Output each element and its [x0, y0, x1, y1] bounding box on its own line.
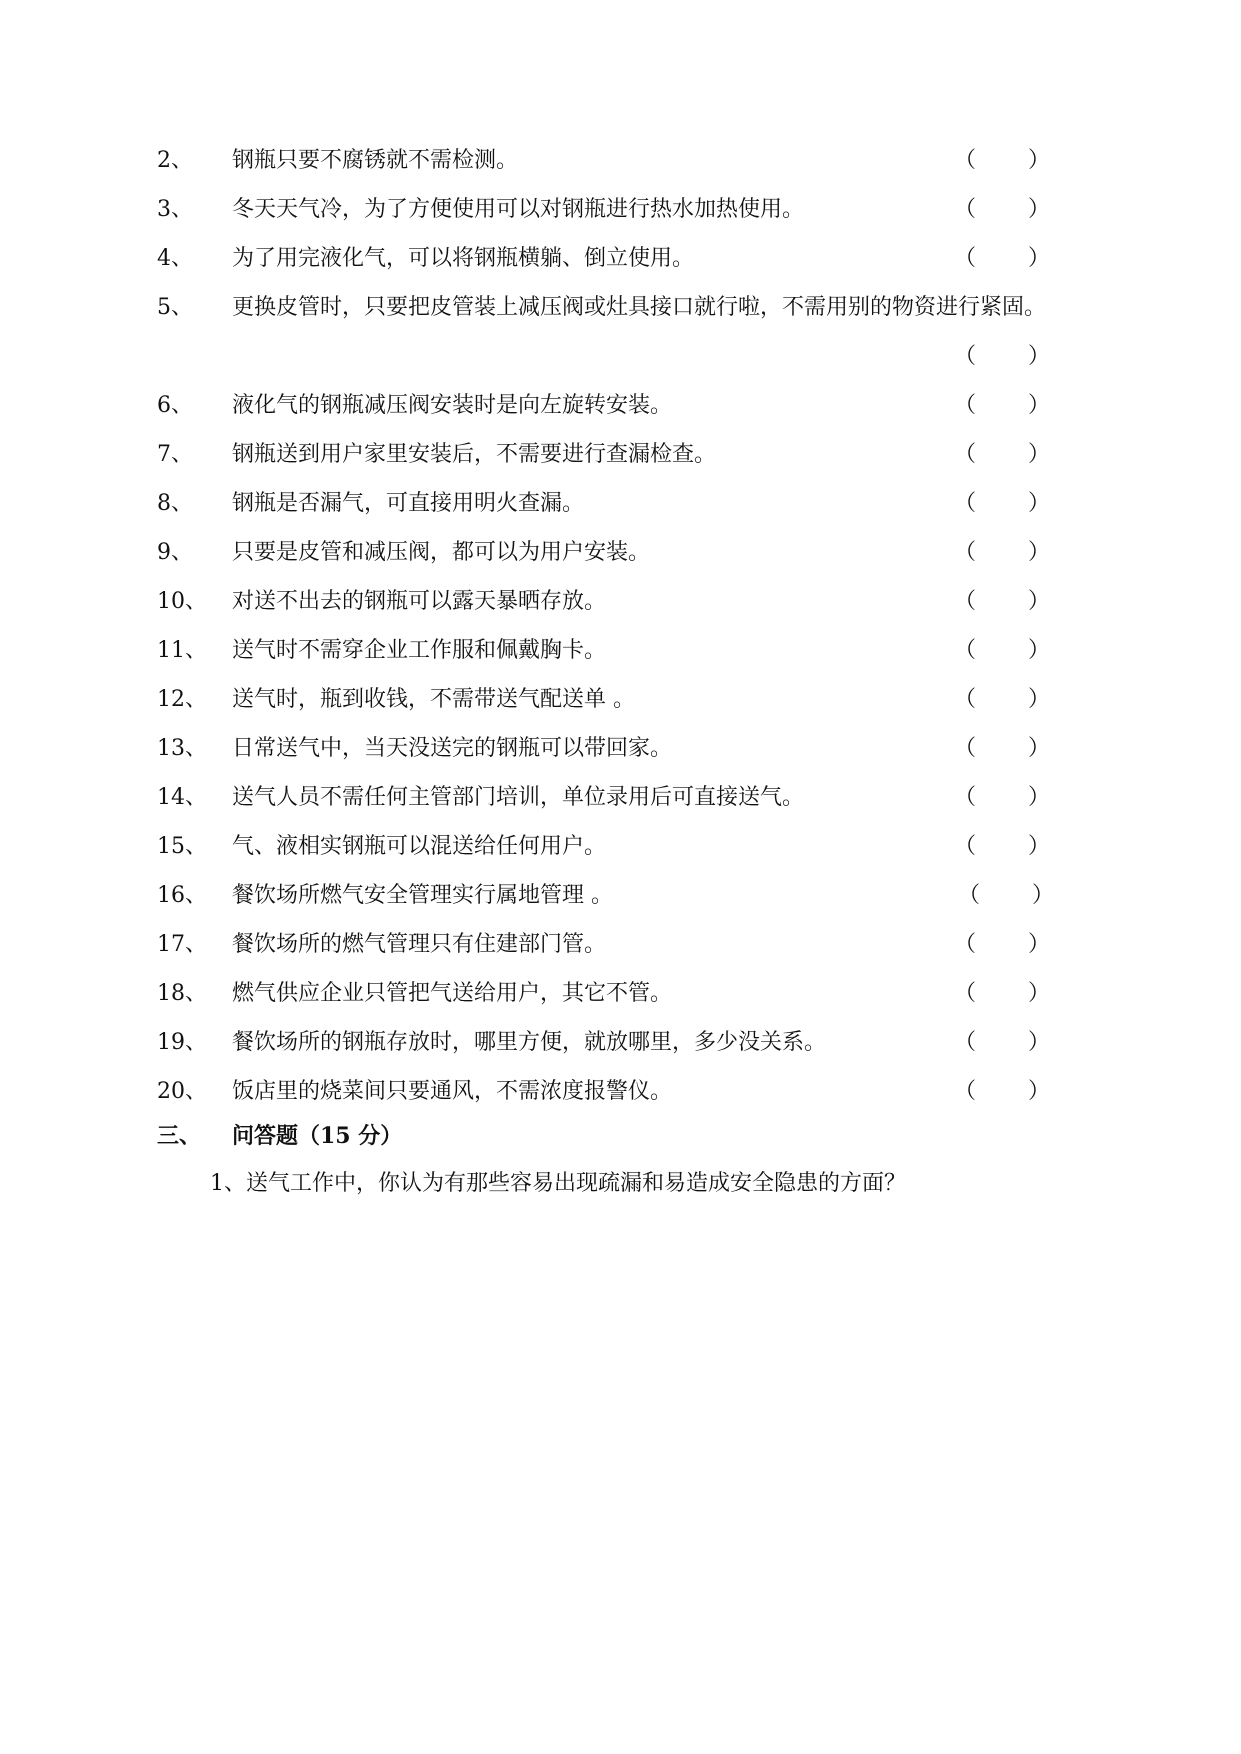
- item-text: 更换皮管时，只要把皮管装上减压阀或灶具接口就行啦，不需用别的物资进行紧固。: [232, 295, 1047, 320]
- section-title: 问答题（15 分）: [232, 1123, 403, 1149]
- open-paren: （: [954, 638, 977, 663]
- item-number: 14、: [157, 785, 207, 810]
- true-false-list: [0, 136, 1241, 1116]
- section-number: 三、: [157, 1123, 202, 1149]
- answer-blank[interactable]: [954, 1067, 1050, 1116]
- item-text: 餐饮场所的钢瓶存放时，哪里方便，就放哪里，多少没关系。: [232, 1030, 827, 1055]
- open-paren: （: [954, 197, 977, 222]
- close-paren: ）: [1027, 344, 1050, 369]
- answer-blank[interactable]: [954, 920, 1050, 969]
- item-text: 钢瓶是否漏气，可直接用明火查漏。: [232, 491, 585, 516]
- list-item: [0, 136, 1241, 185]
- open-paren: （: [954, 393, 977, 418]
- close-paren: ）: [1027, 148, 1050, 173]
- answer-blank[interactable]: [954, 626, 1050, 675]
- item-text: 送气时，瓶到收钱，不需带送气配送单 。: [232, 687, 635, 712]
- answer-blank[interactable]: [954, 479, 1050, 528]
- item-text: 餐饮场所燃气安全管理实行属地管理 。: [232, 883, 613, 908]
- answer-blank[interactable]: [954, 185, 1050, 234]
- open-paren: （: [958, 883, 981, 908]
- answer-blank[interactable]: [954, 724, 1050, 773]
- item-number: 8、: [157, 491, 193, 516]
- close-paren: ）: [1027, 491, 1050, 516]
- list-item: [0, 185, 1241, 234]
- list-item: [0, 871, 1241, 920]
- item-text: 对送不出去的钢瓶可以露天暴晒存放。: [232, 589, 607, 614]
- item-number: 16、: [157, 883, 207, 908]
- open-paren: （: [954, 540, 977, 565]
- list-item: [0, 283, 1241, 381]
- close-paren: ）: [1027, 1079, 1050, 1104]
- item-number: 19、: [157, 1030, 207, 1055]
- item-text: 气、液相实钢瓶可以混送给任何用户。: [232, 834, 607, 859]
- item-number: 12、: [157, 687, 207, 712]
- list-item: [0, 626, 1241, 675]
- item-text: 燃气供应企业只管把气送给用户，其它不管。: [232, 981, 673, 1006]
- item-number: 7、: [157, 442, 193, 467]
- item-text: 日常送气中，当天没送完的钢瓶可以带回家。: [232, 736, 673, 761]
- item-text: 钢瓶只要不腐锈就不需检测。: [232, 148, 519, 173]
- close-paren: ）: [1027, 1030, 1050, 1055]
- answer-blank[interactable]: [954, 136, 1050, 185]
- open-paren: （: [954, 1079, 977, 1104]
- list-item: [0, 577, 1241, 626]
- answer-blank[interactable]: [954, 822, 1050, 871]
- answer-blank[interactable]: [954, 528, 1050, 577]
- close-paren: ）: [1031, 883, 1054, 908]
- open-paren: （: [954, 687, 977, 712]
- close-paren: ）: [1027, 834, 1050, 859]
- list-item: [0, 381, 1241, 430]
- item-number: 5、: [157, 295, 193, 320]
- item-number: 17、: [157, 932, 207, 957]
- answer-blank[interactable]: [954, 1018, 1050, 1067]
- close-paren: ）: [1027, 736, 1050, 761]
- list-item: [0, 234, 1241, 283]
- open-paren: （: [954, 736, 977, 761]
- list-item: [0, 479, 1241, 528]
- list-item: [0, 430, 1241, 479]
- question-text: 1、送气工作中，你认为有那些容易出现疏漏和易造成安全隐患的方面？: [210, 1171, 906, 1196]
- close-paren: ）: [1027, 197, 1050, 222]
- item-text: 液化气的钢瓶减压阀安装时是向左旋转安装。: [232, 393, 673, 418]
- list-item: [0, 920, 1241, 969]
- answer-blank[interactable]: [954, 381, 1050, 430]
- open-paren: （: [954, 785, 977, 810]
- list-item: [0, 822, 1241, 871]
- list-item: [0, 969, 1241, 1018]
- item-text: 只要是皮管和减压阀，都可以为用户安装。: [232, 540, 651, 565]
- list-item: [0, 724, 1241, 773]
- list-item: [0, 675, 1241, 724]
- open-paren: （: [954, 344, 977, 369]
- close-paren: ）: [1027, 589, 1050, 614]
- answer-blank[interactable]: [954, 234, 1050, 283]
- item-text: 冬天天气冷，为了方便使用可以对钢瓶进行热水加热使用。: [232, 197, 805, 222]
- open-paren: （: [954, 1030, 977, 1055]
- item-number: 3、: [157, 197, 193, 222]
- close-paren: ）: [1027, 393, 1050, 418]
- item-number: 4、: [157, 246, 193, 271]
- answer-blank[interactable]: [954, 430, 1050, 479]
- item-number: 9、: [157, 540, 193, 565]
- close-paren: ）: [1027, 246, 1050, 271]
- open-paren: （: [954, 442, 977, 467]
- open-paren: （: [954, 932, 977, 957]
- close-paren: ）: [1027, 442, 1050, 467]
- item-text: 送气人员不需任何主管部门培训，单位录用后可直接送气。: [232, 785, 805, 810]
- list-item: [0, 1018, 1241, 1067]
- open-paren: （: [954, 491, 977, 516]
- close-paren: ）: [1027, 638, 1050, 663]
- close-paren: ）: [1027, 785, 1050, 810]
- open-paren: （: [954, 834, 977, 859]
- open-paren: （: [954, 148, 977, 173]
- item-text: 送气时不需穿企业工作服和佩戴胸卡。: [232, 638, 607, 663]
- answer-blank[interactable]: [954, 675, 1050, 724]
- answer-blank[interactable]: [954, 969, 1050, 1018]
- close-paren: ）: [1027, 981, 1050, 1006]
- answer-blank[interactable]: [954, 332, 1050, 381]
- item-text: 餐饮场所的燃气管理只有住建部门管。: [232, 932, 607, 957]
- close-paren: ）: [1027, 687, 1050, 712]
- close-paren: ）: [1027, 540, 1050, 565]
- item-text: 钢瓶送到用户家里安装后，不需要进行查漏检查。: [232, 442, 717, 467]
- item-number: 15、: [157, 834, 207, 859]
- open-paren: （: [954, 589, 977, 614]
- item-number: 18、: [157, 981, 207, 1006]
- item-number: 11、: [157, 638, 207, 663]
- open-paren: （: [954, 246, 977, 271]
- item-number: 2、: [157, 148, 193, 173]
- answer-blank[interactable]: [958, 871, 1054, 920]
- item-number: 10、: [157, 589, 207, 614]
- item-number: 20、: [157, 1079, 207, 1104]
- list-item: [0, 528, 1241, 577]
- answer-blank[interactable]: [954, 577, 1050, 626]
- item-number: 13、: [157, 736, 207, 761]
- list-item: [0, 1067, 1241, 1116]
- item-text: 为了用完液化气，可以将钢瓶横躺、倒立使用。: [232, 246, 695, 271]
- item-text: 饭店里的烧菜间只要通风，不需浓度报警仪。: [232, 1079, 673, 1104]
- answer-blank[interactable]: [954, 773, 1050, 822]
- close-paren: ）: [1027, 932, 1050, 957]
- list-item: [0, 773, 1241, 822]
- item-number: 6、: [157, 393, 193, 418]
- open-paren: （: [954, 981, 977, 1006]
